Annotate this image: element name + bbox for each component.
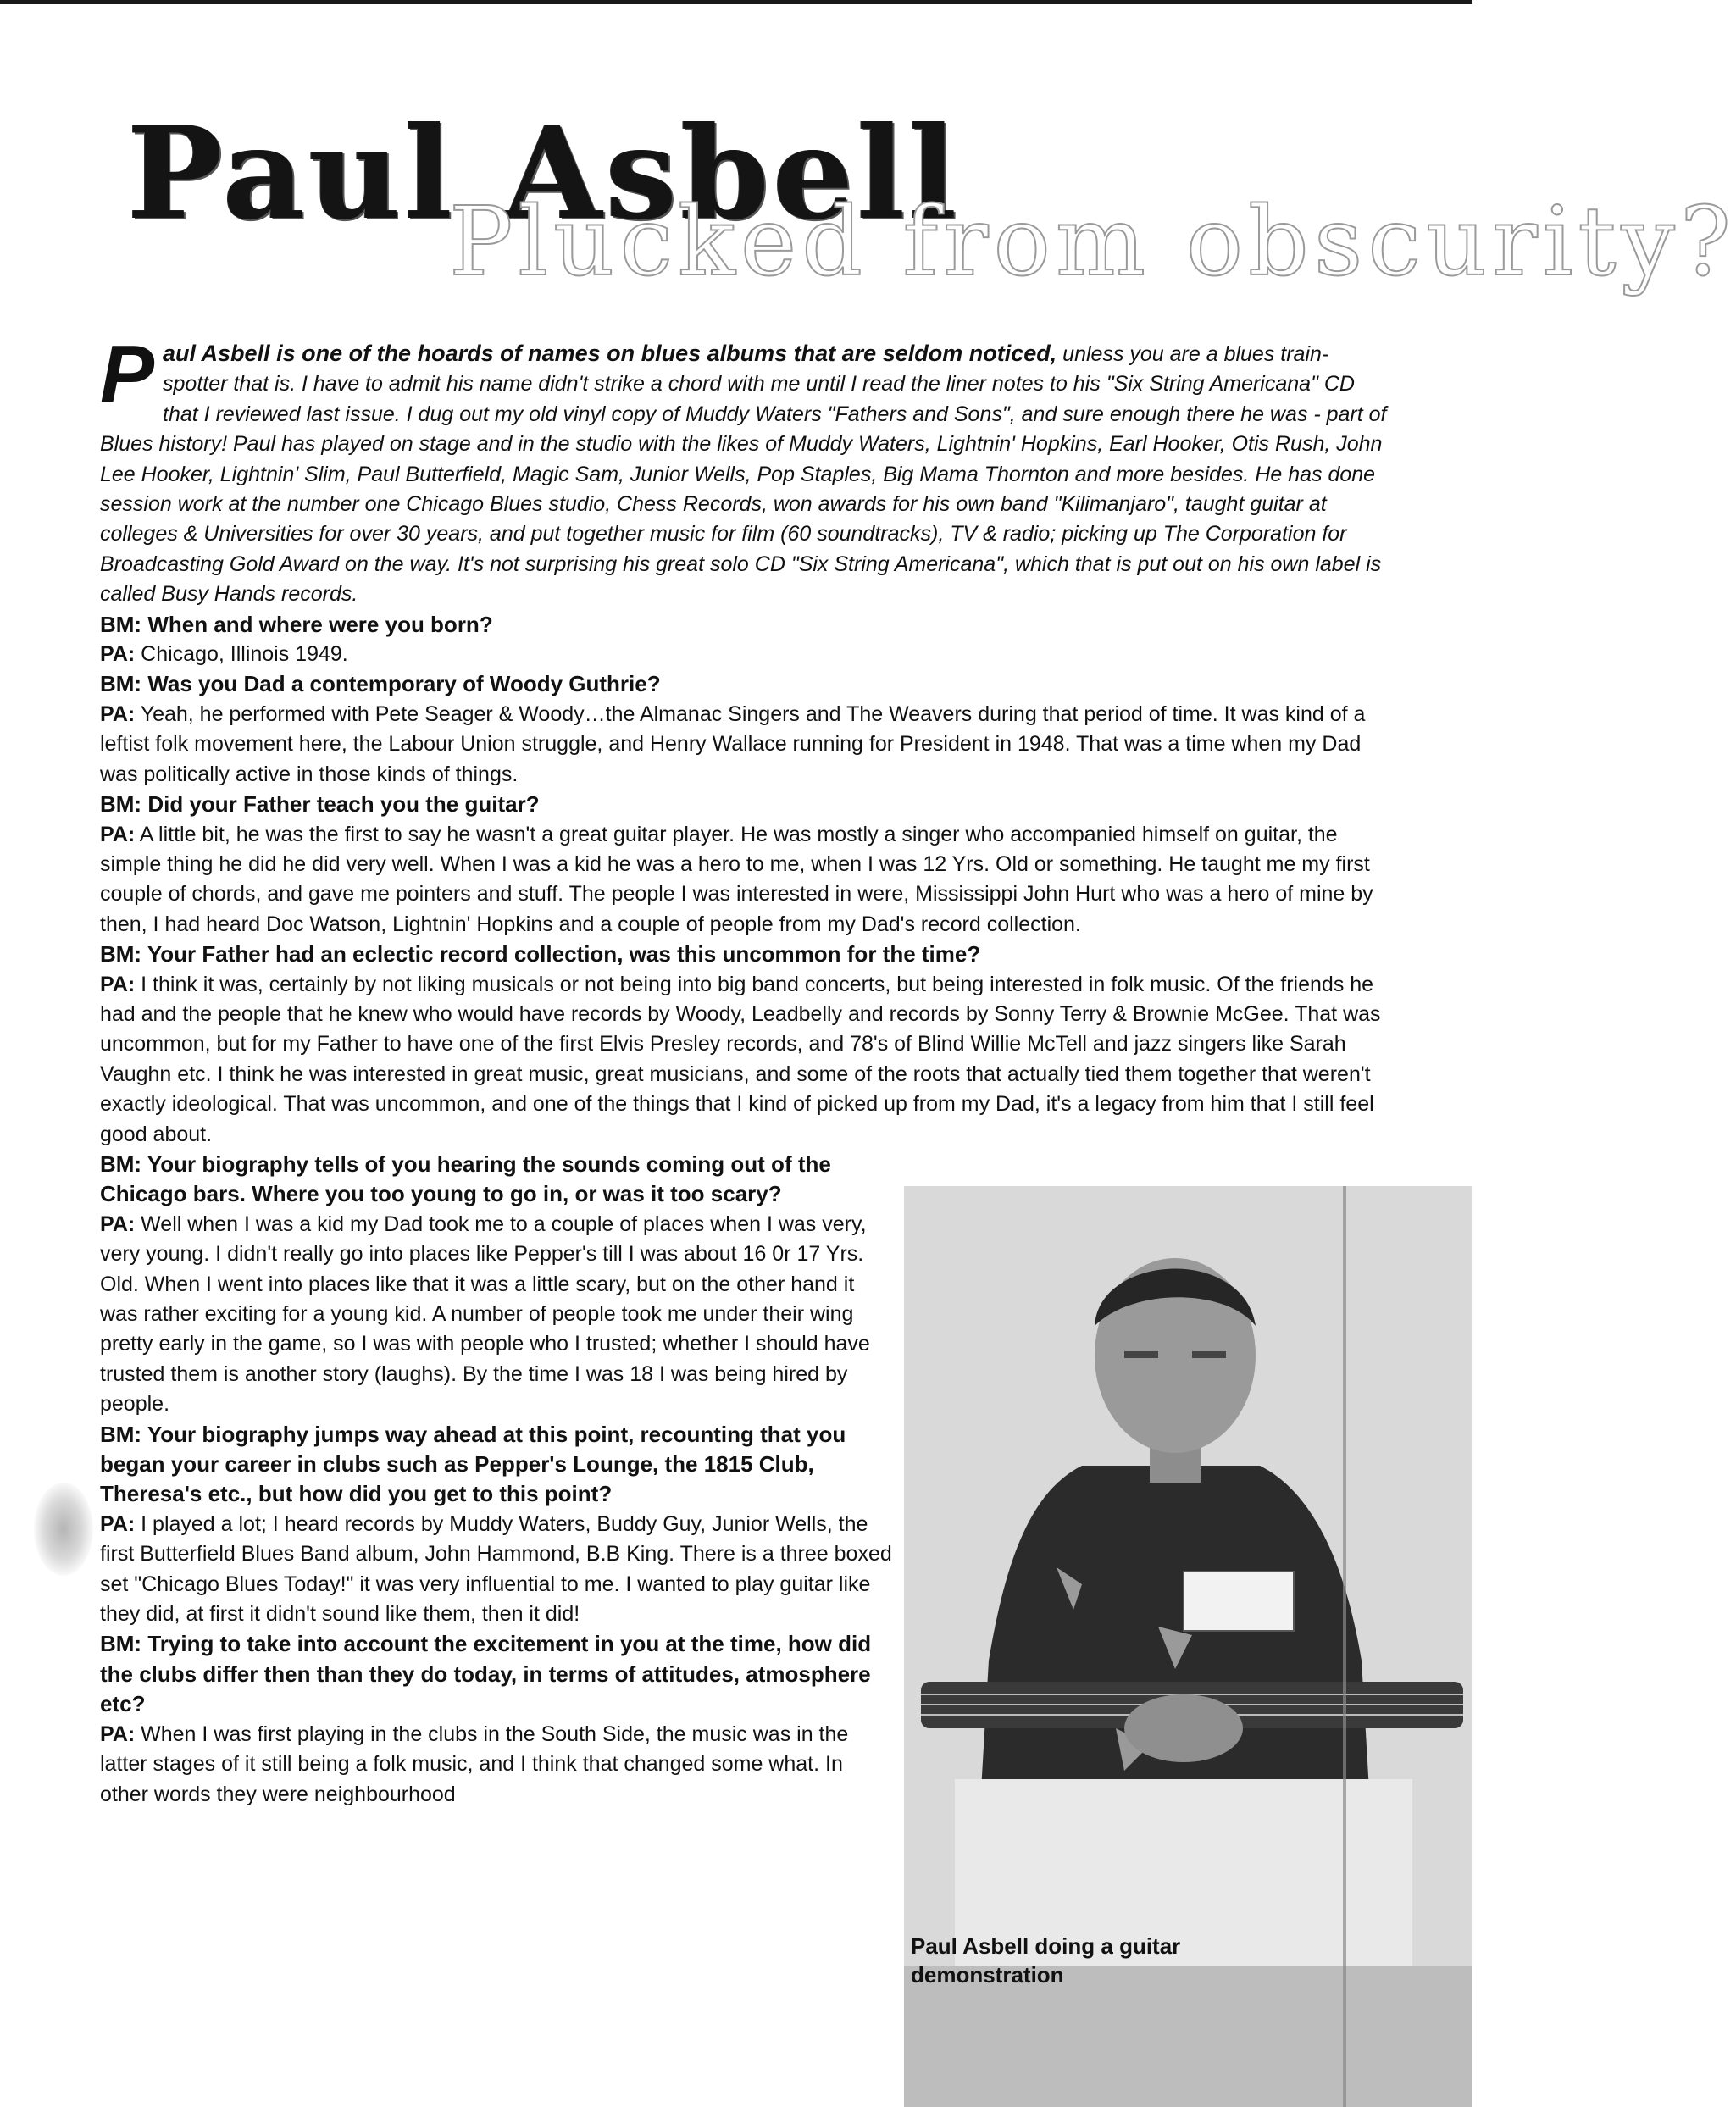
drop-cap: P xyxy=(100,329,155,419)
answer-5 xyxy=(100,1210,892,1420)
answer-text: Chicago, Illinois 1949. xyxy=(135,642,348,667)
answer-1 xyxy=(100,640,1388,669)
answer-4 xyxy=(100,970,1388,1150)
intro-body: unless you are a blues train-spotter that is. I have to admit his name didn't strike a chord with me until I read the liner notes to his "Six String Americana" CD that I reviewed last issue. I dug out my old vinyl copy of Muddy Waters "Fathers and Sons", and sure enough there he was - part of Blues history! Paul has played on stage and in the studio with the likes of Muddy Waters, Lightnin' Hopkins, Earl Hooker, Otis Rush, John Lee Hooker, Lightnin' Slim, Paul Butterfield, Magic Sam, Junior Wells, Pop Staples, Big Mama Thornton and more besides. He has done session work at the number one Chicago Blues studio, Chess Records, won awards for his own band "Kilimanjaro", taught guitar at colleges & Universities for over 30 years, and put together music for film (60 soundtracks), TV & radio; picking up The Corporation for Broadcasting Gold Award on the way. It's not surprising his great solo CD "Six String Americana", which that is put out on his own label is called Busy Hands records. xyxy=(100,342,1387,607)
intro-paragraph xyxy=(100,329,1388,610)
speaker-label: PA: xyxy=(100,1511,136,1536)
answer-text: I played a lot; I heard records by Muddy Waters, Buddy Guy, Junior Wells, the first Butterfield Blues Band album, John Hammond, B.B King. There is a three boxed set "Chicago Blues Today!" it was very influential to me. I wanted to play guitar like they did, at first it didn't sound like them, then it did! xyxy=(100,1511,892,1627)
question-3: BM: Did your Father teach you the guitar? xyxy=(100,791,540,818)
answer-text: I think it was, certainly by not liking musicals or not being into big band concerts, but being interested in folk music. Of the friends he had and the people that he knew who would have records by Woody, Leadbelly and records by Sonny Terry & Brownie McGee. That was uncommon, but for my Father to have one of the first Elvis Presley records, and 78's of Blind Willie McTell and jazz singers like Sarah Vaughn etc. I think he was interested in great music, great musicians, and some of the roots that actually tied them together that weren't exactly ideological. That was uncommon, and one of the things that I kind of picked up from my Dad, it's a legacy from him that I still feel good about. xyxy=(100,972,1381,1146)
answer-6 xyxy=(100,1510,892,1630)
scan-smudge xyxy=(34,1483,93,1576)
question-6: BM: Your biography jumps way ahead at this point, recounting that you began your career in clubs such as Pepper's Lounge, the 1815 Club, Theresa's etc., but how did you get to this point? xyxy=(100,1421,846,1507)
answer-text: When I was first playing in the clubs in the South Side, the music was in the latter stages of it still being a folk music, and I think that changed some what. In other words they were neighbourhood xyxy=(100,1722,849,1806)
speaker-label: PA: xyxy=(100,1212,136,1236)
question-2: BM: Was you Dad a contemporary of Woody Guthrie? xyxy=(100,671,661,697)
photo-caption: Paul Asbell doing a guitar demonstration xyxy=(911,1933,1181,1988)
answer-3 xyxy=(100,820,1388,940)
answer-7 xyxy=(100,1720,892,1810)
speaker-label: PA: xyxy=(100,642,136,667)
article-subtitle: Plucked from obscurity? xyxy=(449,187,1736,297)
answer-2 xyxy=(100,700,1388,790)
speaker-label: PA: xyxy=(100,1722,136,1746)
speaker-label: PA: xyxy=(100,701,136,726)
question-4: BM: Your Father had an eclectic record collection, was this uncommon for the time? xyxy=(100,941,981,968)
question-5: BM: Your biography tells of you hearing the sounds coming out of the Chicago bars. Where you too young to go in, or was it too scary? xyxy=(100,1151,831,1207)
intro-lead: aul Asbell is one of the hoards of names on blues albums that are seldom noticed, xyxy=(163,341,1057,366)
answer-text: Yeah, he performed with Pete Seager & Woody…the Almanac Singers and The Weavers during that period of time. It was kind of a leftist folk movement here, the Labour Union struggle, and Henry Wallace running for President in 1948. That was a time when my Dad was politically active in those kinds of things. xyxy=(100,701,1366,786)
speaker-label: PA: xyxy=(100,822,136,846)
article-title: Paul Asbell xyxy=(127,99,961,248)
question-7: BM: Trying to take into account the excitement in you at the time, how did the clubs differ then than they do today, in terms of attitudes, atmosphere etc? xyxy=(100,1631,872,1717)
speaker-label: PA: xyxy=(100,972,136,996)
answer-text: A little bit, he was the first to say he wasn't a great guitar player. He was mostly a singer who accompanied himself on guitar, the simple thing he did he did very well. When I was a kid he was a hero to me, when I was 12 Yrs. Old or something. He taught me my first couple of chords, and gave me pointers and stuff. The people I was interested in were, Mississippi John Hurt who was a hero of mine by then, I had heard Doc Watson, Lightnin' Hopkins and a couple of people from my Dad's record collection. xyxy=(100,822,1373,936)
answer-text: Well when I was a kid my Dad took me to a couple of places when I was very, very young. I didn't really go into places like Pepper's till I was about 16 0r 17 Yrs. Old. When I went into places like that it was a little scary, but on the other hand it was rather exciting for a young kid. A number of people took me under their wing pretty early in the game, so I was with people who I trusted; whether I should have trusted them is another story (laughs). By the time I was 18 I was being hired by people. xyxy=(100,1212,870,1417)
question-1: BM: When and where were you born? xyxy=(100,611,493,637)
